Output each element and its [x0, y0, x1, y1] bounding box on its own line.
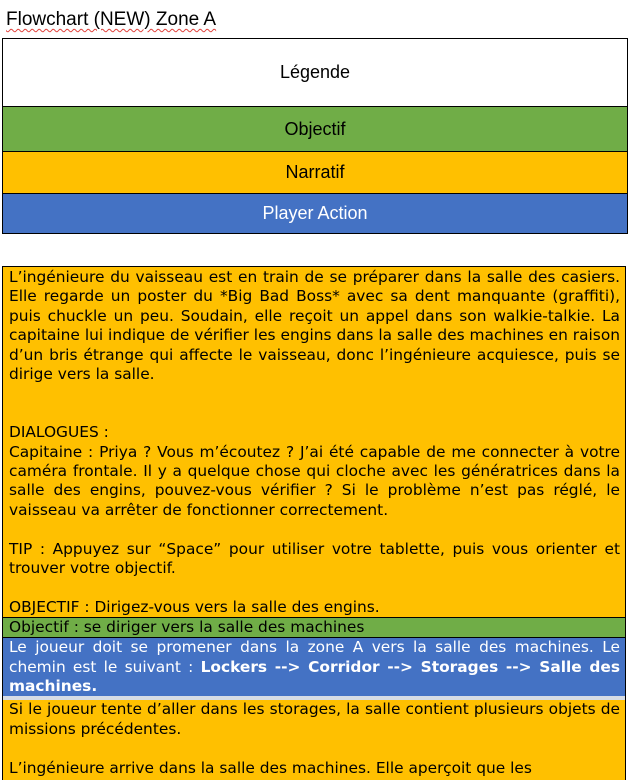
player-action-block: [3, 638, 625, 700]
narrative-block: [3, 267, 625, 617]
legend-table: [2, 38, 628, 234]
objective-row: [3, 617, 625, 638]
player-action-text: [9, 638, 620, 696]
document-title-text: Flowchart (NEW) Zone A: [6, 9, 217, 30]
storages-note: Si le joueur tente d’aller dans les storages, la salle contient plusieurs objets de missions précédentes.: [9, 700, 620, 738]
legend-player-action: Player Action: [3, 193, 627, 233]
objective-row-text: Objectif : se diriger vers la salle des machines: [9, 618, 365, 637]
action-text: Le joueur doit se promener dans la zone A vers la salle des machines. Le chemin est le suivant :: [9, 638, 620, 676]
objectif-line: OBJECTIF : Dirigez-vous vers la salle des engins.: [9, 597, 380, 616]
intro-paragraph: L’ingénieure du vaisseau est en train de se préparer dans la salle des casiers. Elle regarde un poster du *Big Bad Boss* avec sa dent manquante (graffiti), puis chuckle un peu. Soudain, elle reçoit un appel dans son walkie-talkie. La capitaine lui indique de vérifier les engins dans la salle des machines en raison d’un bris étrange qui affecte le vaisseau, donc l’ingénieure acquiesce, puis se dirige vers la salle.: [9, 268, 620, 384]
action-path: Lockers --> Corridor --> Storages --> Salle des machines.: [9, 657, 620, 696]
arrival-text: L’ingénieure arrive dans la salle des machines. Elle aperçoit que les: [9, 758, 532, 777]
dialogue-captain: Capitaine : Priya ? Vous m’écoutez ? J’ai été capable de me connecter à votre caméra frontale. Il y a quelque chose qui cloche avec les génératrices dans la salle des engins, pouvez-vous vérifier ? Si le problème n’est pas réglé, le vaisseau va arrêter de fonctionner correctement.: [9, 442, 620, 519]
document-title: [6, 9, 216, 31]
tip-text: TIP : Appuyez sur “Space” pour utiliser votre tablette, puis vous orienter et trouver votre objectif.: [9, 539, 620, 578]
legend-narratif: Narratif: [3, 151, 627, 193]
story-flow-table: [2, 266, 626, 780]
legend-header: Légende: [3, 39, 627, 106]
dialogues-heading: DIALOGUES :: [9, 423, 109, 442]
legend-objectif: Objectif: [3, 106, 627, 151]
narrative-block-2: [3, 700, 625, 780]
